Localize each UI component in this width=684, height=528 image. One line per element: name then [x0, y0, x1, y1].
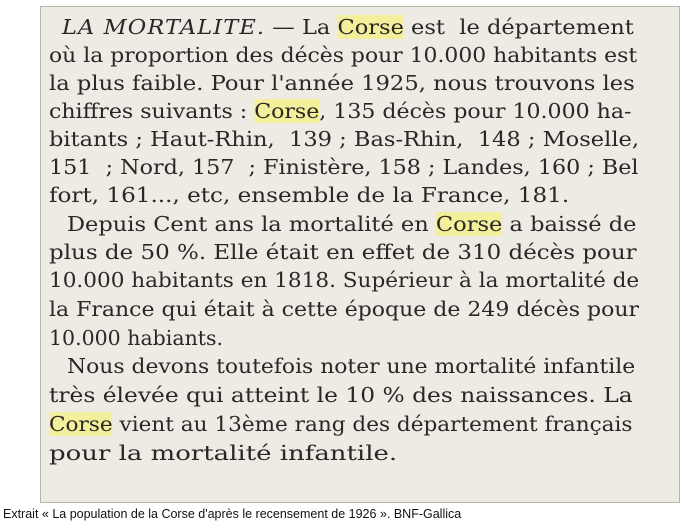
- text-line: Nous devons toutefois noter une mortalité infantile: [67, 354, 636, 378]
- text-line: 10.000 habitants en 1818. Supérieur à la mortalité de: [49, 268, 640, 292]
- document-text: [41, 7, 681, 504]
- text-line: plus de 50 %. Elle était en effet de 310 décès pour: [49, 240, 637, 264]
- text-line: pour la mortalité infantile.: [49, 441, 398, 465]
- text-line: où la proportion des décès pour 10.000 habitants est: [49, 43, 638, 67]
- highlighted-term: Corse: [337, 15, 404, 39]
- scanned-document: [40, 6, 680, 503]
- text-line: fort, 161..., etc, ensemble de la France, 181.: [49, 183, 570, 207]
- text-line: la France qui était à cette époque de 249 décès pour: [49, 297, 640, 321]
- text-line: très élevée qui atteint le 10 % des naissances. La: [49, 383, 633, 407]
- highlighted-term: Corse: [254, 99, 320, 123]
- text-fragment: , 135 décès pour 10.000 ha-: [319, 99, 632, 123]
- text-line: la plus faible. Pour l'année 1925, nous trouvons les: [49, 71, 635, 95]
- text-fragment: — La: [265, 15, 338, 39]
- text-line: bitants ; Haut-Rhin, 139 ; Bas-Rhin, 148 ; Moselle,: [49, 127, 640, 151]
- text-line: [49, 97, 631, 126]
- section-heading: LA MORTALITE.: [62, 15, 266, 39]
- text-line: [67, 210, 636, 239]
- text-fragment: est le département: [403, 15, 634, 39]
- text-line: 10.000 habiants.: [49, 326, 224, 350]
- text-fragment: a baissé de: [502, 212, 637, 236]
- text-fragment: chiffres suivants :: [49, 99, 255, 123]
- text-line: [62, 13, 634, 42]
- text-line: [49, 410, 633, 439]
- text-fragment: Depuis Cent ans la mortalité en: [67, 212, 436, 236]
- image-caption: Extrait « La population de la Corse d'après le recensement de 1926 ». BNF-Gallica: [3, 507, 462, 521]
- highlighted-term: Corse: [49, 412, 113, 436]
- text-line: 151 ; Nord, 157 ; Finistère, 158 ; Landes, 160 ; Bel: [49, 155, 639, 179]
- highlighted-term: Corse: [435, 212, 503, 236]
- text-fragment: vient au 13ème rang des département français: [112, 412, 633, 436]
